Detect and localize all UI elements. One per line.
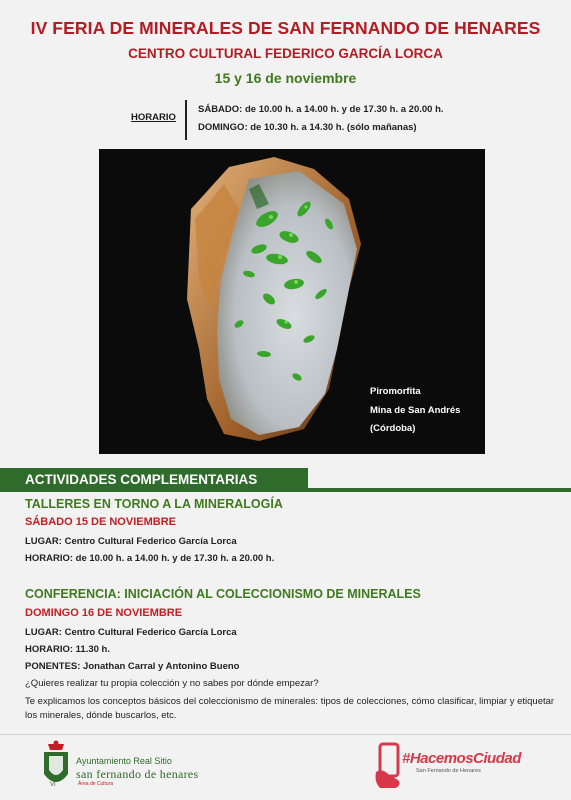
conference-time: HORARIO: 11.30 h. (25, 644, 110, 655)
conference-date: DOMINGO 16 DE NOVIEMBRE (25, 607, 183, 619)
campaign-logo (374, 740, 524, 794)
council-logo (40, 738, 230, 794)
campaign-tagline: San Fernando de Henares (416, 768, 481, 774)
council-name-line2: san fernando de henares (76, 767, 199, 781)
mineral-photo (99, 149, 485, 454)
workshops-place: LUGAR: Centro Cultural Federico García Lorca (25, 536, 237, 547)
conference-place: LUGAR: Centro Cultural Federico García Lorca (25, 627, 237, 638)
council-name-line1: Ayuntamiento Real Sitio (76, 756, 172, 766)
photo-caption-location: Mina de San Andrés (370, 405, 461, 416)
schedule-label: HORARIO (131, 112, 176, 123)
workshops-date: SÁBADO 15 DE NOVIEMBRE (25, 516, 176, 528)
event-dates: 15 y 16 de noviembre (214, 70, 357, 86)
conference-speakers: PONENTES: Jonathan Carral y Antonino Bueno (25, 661, 240, 672)
council-crest-icon (40, 740, 72, 792)
schedule-saturday: SÁBADO: de 10.00 h. a 14.00 h. y de 17.30 h. a 20.00 h. (198, 104, 444, 115)
footer-divider (0, 734, 571, 735)
conference-description: Te explicamos los conceptos básicos del coleccionismo de minerales: tipos de colecciones, cómo clasificar, limpiar y etiquetar los minerales, dónde buscarlos, etc. (25, 696, 555, 721)
conference-title: CONFERENCIA: INICIACIÓN AL COLECCIONISMO DE MINERALES (25, 587, 421, 601)
workshops-title: TALLERES EN TORNO A LA MINERALOGÍA (25, 497, 283, 511)
campaign-hashtag: #HacemosCiudad (402, 750, 521, 767)
council-area: Área de Cultura (78, 781, 114, 787)
activities-banner: ACTIVIDADES COMPLEMENTARIAS (0, 468, 308, 492)
workshops-time: HORARIO: de 10.00 h. a 14.00 h. y de 17.30 h. a 20.00 h. (25, 553, 275, 564)
hand-phone-icon (374, 742, 404, 790)
schedule-sunday: DOMINGO: de 10.30 h. a 14.30 h. (sólo mañanas) (198, 122, 417, 133)
activities-banner-rule (308, 488, 571, 492)
venue-subtitle: CENTRO CULTURAL FEDERICO GARCÍA LORCA (128, 46, 443, 61)
photo-caption-region: (Córdoba) (370, 423, 416, 434)
photo-caption-name: Piromorfita (370, 386, 421, 397)
schedule-divider (185, 100, 187, 140)
svg-text:VI: VI (50, 782, 56, 788)
page-title: IV FERIA DE MINERALES DE SAN FERNANDO DE HENARES (30, 18, 541, 38)
conference-question: ¿Quieres realizar tu propia colección y no sabes por dónde empezar? (25, 678, 319, 689)
